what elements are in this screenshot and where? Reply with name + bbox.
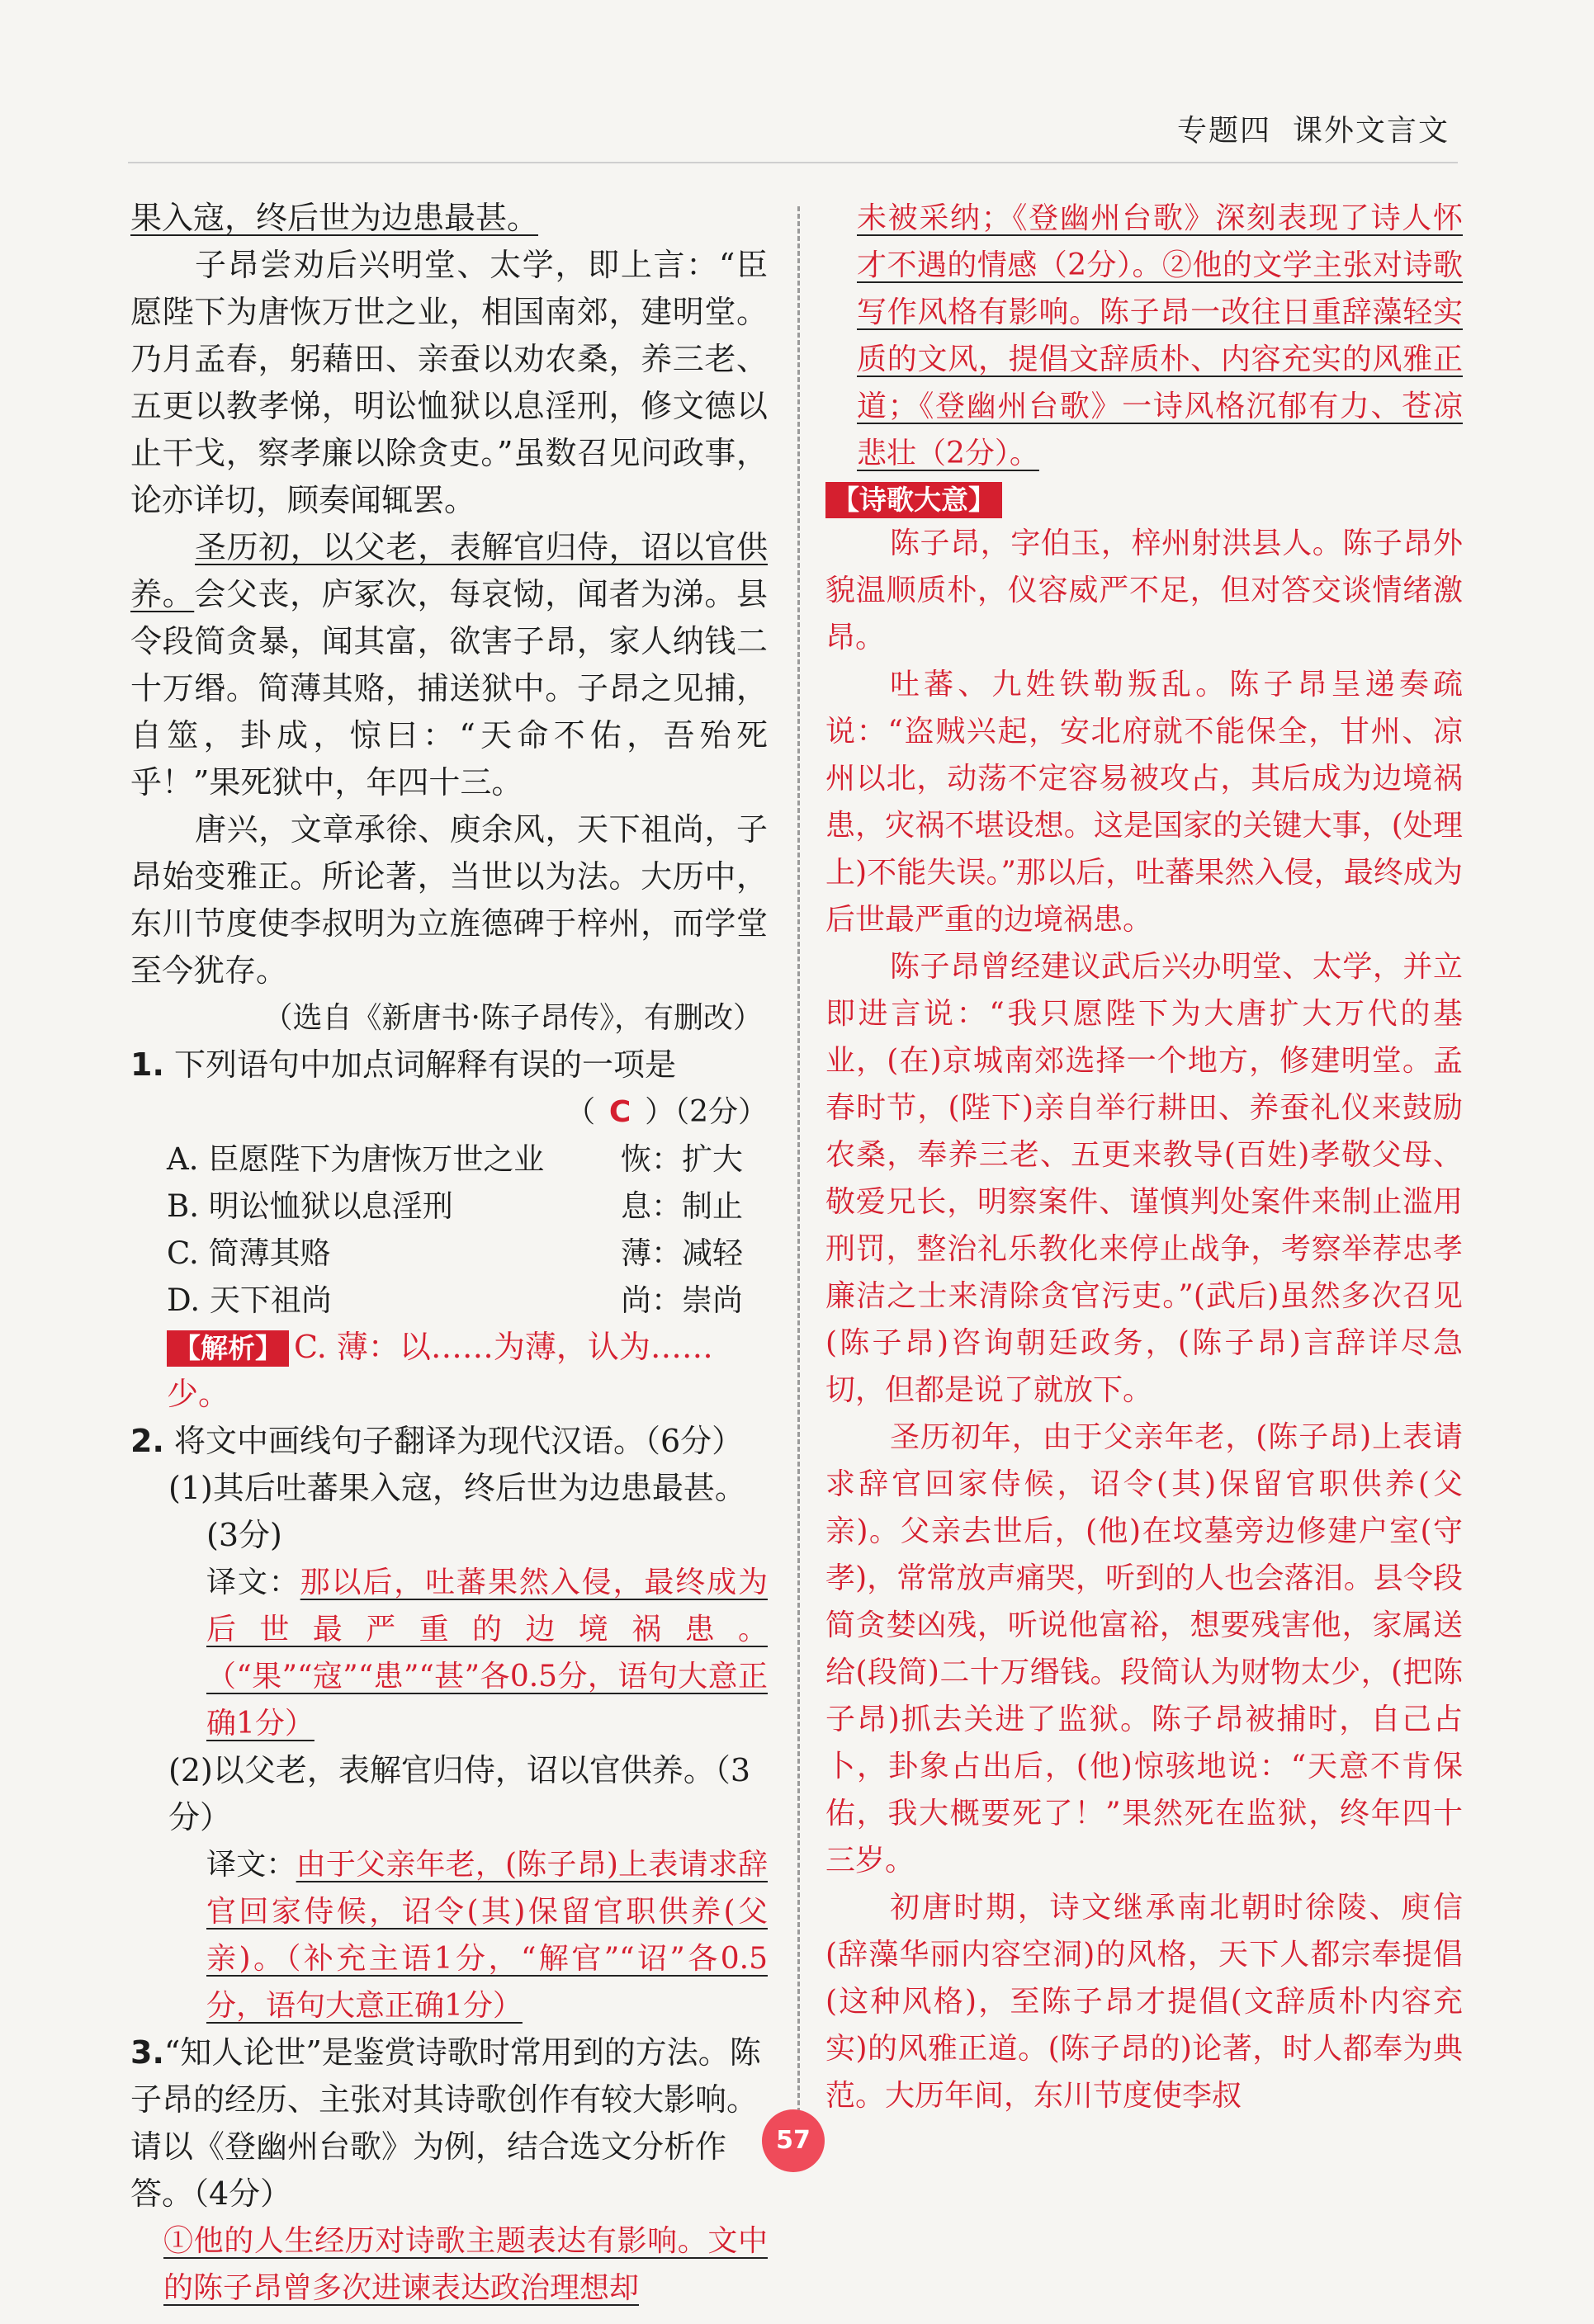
option-c-text: C. 简薄其赂 bbox=[167, 1235, 331, 1271]
summary-para-1: 吐蕃、九姓铁勒叛乱。陈子昂呈递奏疏说：“盗贼兴起，安北府就不能保全，甘州、凉州以北，动荡不定容易被攻占，其后成为边境祸患，灾祸不堪设想。这是国家的关键大事，(处理上)不能失误。”那以后，吐蕃果然入侵，最终成为后世最严重的边境祸患。 bbox=[825, 668, 1463, 937]
page-header bbox=[1177, 107, 1450, 149]
analysis-text: C. 薄：以……为薄，认为……少。 bbox=[167, 1329, 713, 1412]
translation-label-1: 译文： bbox=[206, 1566, 300, 1599]
answer-score: ）（2分） bbox=[645, 1095, 768, 1129]
question-1-text: 下列语句中加点词解释有误的一项是 bbox=[173, 1046, 676, 1083]
underlined-sentence-2: 圣历初，以父老，表解官归侍，诏以官供养。 bbox=[130, 529, 768, 612]
question-1 bbox=[130, 1042, 768, 1089]
question-1-answer: C bbox=[608, 1095, 631, 1129]
option-a-text: A. 臣愿陛下为唐恢万世之业 bbox=[167, 1141, 545, 1177]
answer-paren-open: （ bbox=[565, 1095, 596, 1129]
option-b bbox=[130, 1183, 768, 1230]
page-number: 57 bbox=[762, 2109, 825, 2172]
question-2-sentence-1: (1)其后吐蕃果入寇，终后世为边患最甚。 bbox=[168, 1470, 746, 1506]
question-3 bbox=[130, 2029, 768, 2218]
question-3-number: 3. bbox=[130, 2034, 164, 2071]
question-1-analysis bbox=[130, 1324, 768, 1418]
column-divider bbox=[797, 206, 800, 2113]
option-c-gloss: 薄：减轻 bbox=[621, 1235, 743, 1271]
header-topic: 专题四 bbox=[1176, 114, 1271, 148]
question-3-answer-continued-text: 未被采纳；《登幽州台歌》深刻表现了诗人怀才不遇的情感（2分）。②他的文学主张对诗歌写作风格有影响。陈子昂一改往日重辞藻轻实质的文风，提倡文辞质朴、内容充实的风雅正道；《登幽州台歌》一诗风格沉郁有力、苍凉悲壮（2分）。 bbox=[857, 201, 1463, 470]
header-rule bbox=[128, 162, 1458, 163]
option-d-gloss: 尚：崇尚 bbox=[621, 1282, 743, 1318]
passage-para-1: 子昂尝劝后兴明堂、太学，即上言：“臣愿陛下为唐恢万世之业，相国南郊，建明堂。乃月孟春，躬藉田、亲蚕以劝农桑，养三老、五更以教孝悌，明讼恤狱以息淫刑，修文德以止干戈，察孝廉以除贪吏。”虽数召见问政事，论亦详切，顾奏闻辄罢。 bbox=[130, 247, 768, 518]
option-c bbox=[130, 1230, 768, 1277]
question-2-answer-2 bbox=[130, 1841, 768, 2029]
question-2 bbox=[130, 1418, 768, 1465]
question-1-number: 1. bbox=[130, 1046, 164, 1083]
question-2-sentence-2: (2)以父老，表解官归侍，诏以官供养。（3分） bbox=[168, 1752, 751, 1835]
passage-para-2 bbox=[130, 524, 768, 806]
option-a bbox=[130, 1136, 768, 1183]
passage-para-3: 唐兴，文章承徐、庾余风，天下祖尚，子昂始变雅正。所论著，当世以为法。大历中，东川节度使李叔明为立旌德碑于梓州，而学堂至今犹存。 bbox=[130, 811, 768, 989]
passage-para-0 bbox=[130, 195, 768, 242]
question-3-answer-start bbox=[130, 2218, 768, 2312]
translation-label-2: 译文： bbox=[206, 1848, 296, 1882]
summary-para-0: 陈子昂，字伯玉，梓州射洪县人。陈子昂外貌温顺质朴，仪容威严不足，但对答交谈情绪激昂。 bbox=[825, 527, 1463, 654]
analysis-tag: 【解析】 bbox=[167, 1330, 289, 1367]
question-2-answer-1 bbox=[130, 1559, 768, 1747]
right-column bbox=[825, 195, 1463, 2119]
question-3-answer-text: ①他的人生经历对诗歌主题表达有影响。文中的陈子昂曾多次进谏表达政治理想却 bbox=[163, 2224, 768, 2305]
question-3-text: “知人论世”是鉴赏诗歌时常用到的方法。陈子昂的经历、主张对其诗歌创作有较大影响。请以《登幽州台歌》为例，结合选文分析作答。（4分） bbox=[130, 2034, 761, 2212]
left-column bbox=[130, 195, 768, 2312]
header-title: 课外文言文 bbox=[1292, 114, 1450, 148]
source-citation: （选自《新唐书·陈子昂传》，有删改） bbox=[263, 1001, 763, 1035]
translation-answer-1: 那以后，吐蕃果然入侵，最终成为后世最严重的边境祸患。（“果”“寇”“患”“甚”各0.5分，语句大意正确1分） bbox=[206, 1566, 768, 1741]
summary-tag: 【诗歌大意】 bbox=[825, 482, 1002, 518]
question-1-answer-line bbox=[130, 1089, 768, 1136]
option-d-text: D. 天下祖尚 bbox=[167, 1282, 332, 1318]
summary-para-3: 圣历初年，由于父亲年老，(陈子昂)上表请求辞官回家侍候，诏令(其)保留官职供养(父亲)。父亲去世后，(他)在坟墓旁边修建户室(守孝)，常常放声痛哭，听到的人也会落泪。县令段简贪婪凶残，听说他富裕，想要残害他，家属送给(段简)二十万缗钱。段简认为财物太少，(把陈子昂)抓去关进了监狱。陈子昂被捕时，自己占卜，卦象占出后，(他)惊骇地说：“天意不肯保佑，我大概要死了！”果然死在监狱，终年四十三岁。 bbox=[825, 1420, 1463, 1878]
translation-answer-2: 由于父亲年老，(陈子昂)上表请求辞官回家侍候，诏令(其)保留官职供养(父亲)。（补充主语1分，“解官”“诏”各0.5分，语句大意正确1分） bbox=[206, 1848, 768, 2023]
underlined-sentence-1: 果入寇，终后世为边患最甚。 bbox=[130, 200, 539, 236]
option-d bbox=[130, 1277, 768, 1324]
summary-para-4: 初唐时期，诗文继承南北朝时徐陵、庾信(辞藻华丽内容空洞)的风格，天下人都宗奉提倡(这种风格)，至陈子昂才提倡(文辞质朴内容充实)的风雅正道。(陈子昂的)论著，时人都奉为典范。大历年间，东川节度使李叔 bbox=[825, 1891, 1463, 2113]
question-2-number: 2. bbox=[130, 1423, 164, 1459]
option-a-gloss: 恢：扩大 bbox=[621, 1141, 743, 1177]
question-2-sentence-1-score: (3分) bbox=[206, 1517, 282, 1553]
option-b-gloss: 息：制止 bbox=[621, 1188, 743, 1224]
summary-para-2: 陈子昂曾经建议武后兴办明堂、太学，并立即进言说：“我只愿陛下为大唐扩大万代的基业，(在)京城南郊选择一个地方，修建明堂。孟春时节，(陛下)亲自举行耕田、养蚕礼仪来鼓励农桑，奉养三老、五更来教导(百姓)孝敬父母、敬爱兄长，明察案件、谨慎判处案件来制止滥用刑罚，整治礼乐教化来停止战争，考察举荐忠孝廉洁之士来清除贪官污吏。”(武后)虽然多次召见(陈子昂)咨询朝廷政务，(陈子昂)言辞详尽急切，但都是说了就放下。 bbox=[825, 950, 1463, 1407]
option-b-text: B. 明讼恤狱以息淫刑 bbox=[167, 1188, 453, 1224]
question-3-answer-continued bbox=[825, 195, 1463, 477]
question-2-text: 将文中画线句子翻译为现代汉语。（6分） bbox=[173, 1423, 744, 1459]
poem-summary-heading bbox=[825, 482, 1463, 518]
passage-para-2-rest: 会父丧，庐冢次，每哀恸，闻者为涕。县令段简贪暴，闻其富，欲害子昂，家人纳钱二十万缗。简薄其赂，捕送狱中。子昂之见捕，自筮，卦成，惊曰：“天命不佑，吾殆死乎！”果死狱中，年四十三。 bbox=[130, 576, 768, 801]
